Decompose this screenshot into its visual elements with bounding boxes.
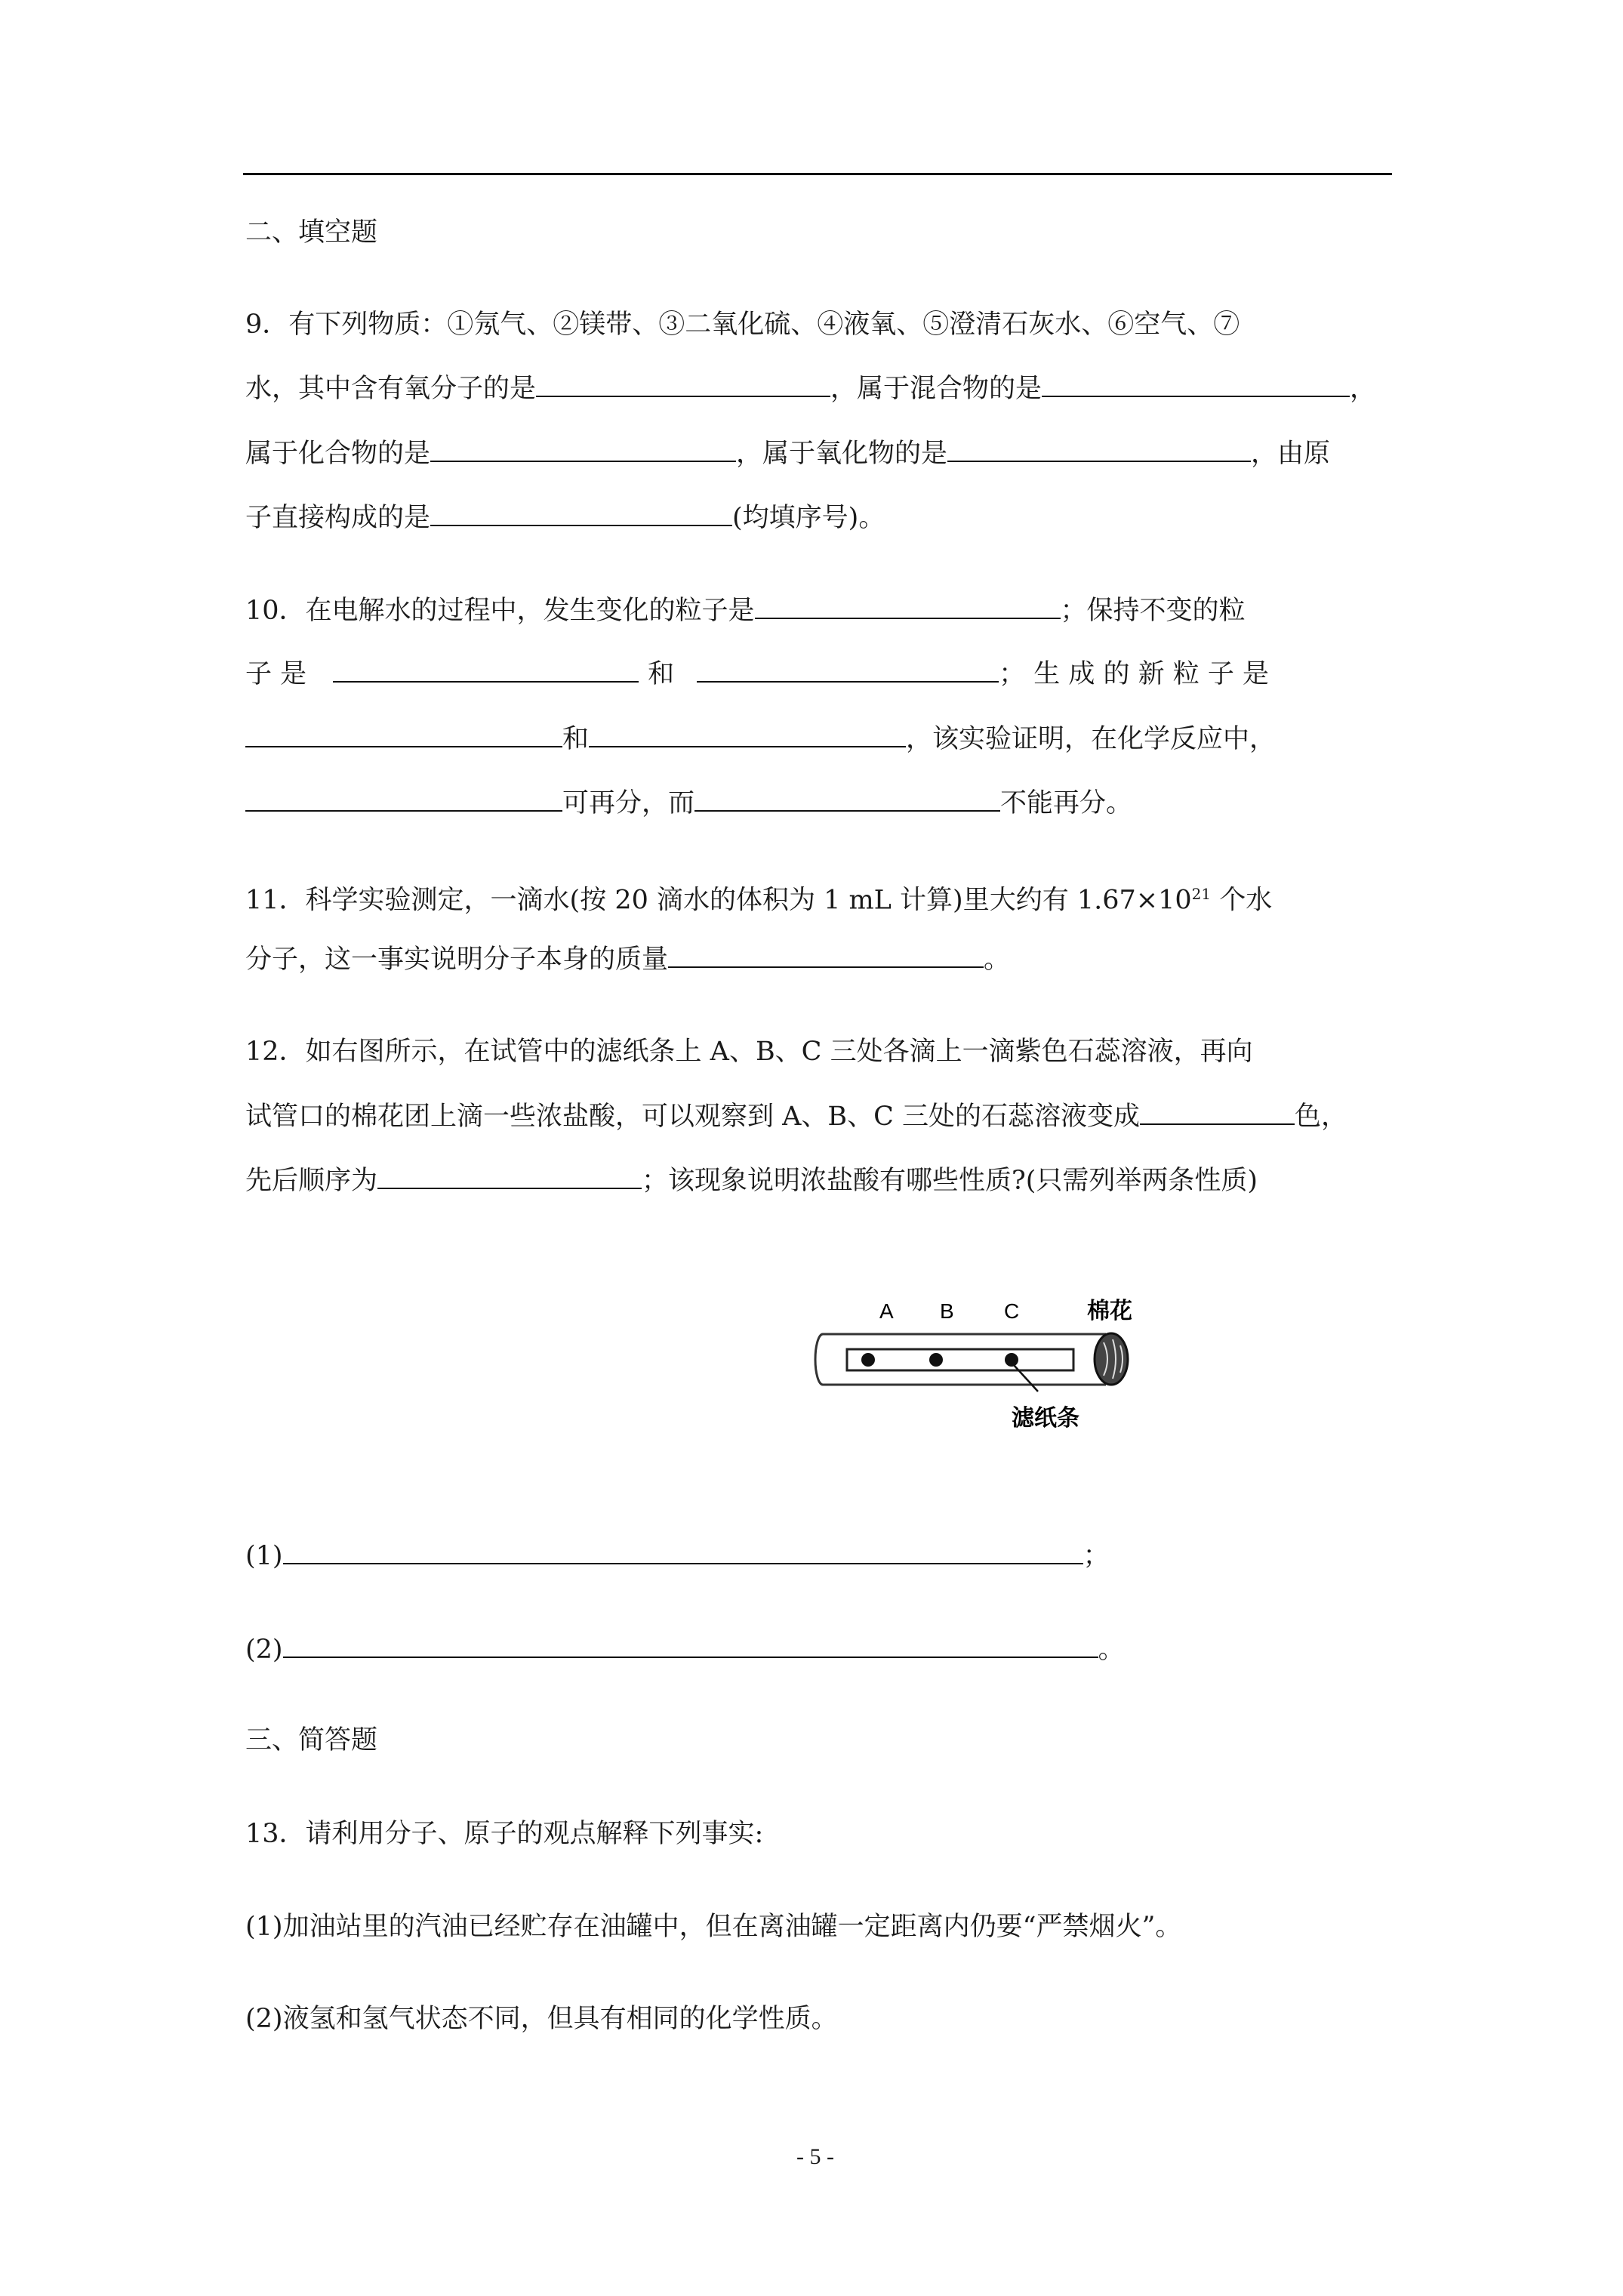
- q11-blank-mass[interactable]: [668, 944, 984, 968]
- q12-answer1-blank[interactable]: [283, 1540, 1083, 1564]
- q10-line2: [245, 658, 1269, 689]
- q10-text: 10．在电解水的过程中，发生变化的粒子是: [245, 596, 755, 626]
- figure-label-a: A: [879, 1299, 894, 1323]
- q11-text: 11．科学实验测定，一滴水(按 20 滴水的体积为 1 mL 计算)里大约有 1.67×10: [245, 885, 1192, 916]
- section2-title: 二、填空题: [245, 217, 378, 248]
- answer-number: (1): [245, 1541, 283, 1571]
- q9-text: ，由原: [1251, 439, 1331, 469]
- header-rule: [243, 173, 1392, 175]
- q13-line1: 13．请利用分子、原子的观点解释下列事实:: [245, 1819, 764, 1849]
- q9-blank-oxides[interactable]: [947, 438, 1251, 462]
- q9-blank-mixtures[interactable]: [1042, 373, 1350, 397]
- drop-b-icon: [929, 1353, 943, 1367]
- q9-line4: [245, 502, 885, 533]
- q10-text: 子 是: [245, 659, 307, 689]
- q9-line2: [245, 373, 1376, 404]
- q10-text: 可再分，而: [562, 788, 695, 818]
- q9-line1: 9．有下列物质：①氖气、②镁带、③二氧化硫、④液氧、⑤澄清石灰水、⑥空气、⑦: [245, 310, 1240, 340]
- page-number: - 5 -: [796, 2144, 834, 2169]
- q12-line3: [245, 1165, 1258, 1196]
- test-tube-icon: [815, 1334, 1106, 1385]
- q10-line3: [245, 723, 1276, 754]
- q9-blank-oxygen-molecules[interactable]: [536, 373, 830, 397]
- answer-punct: ；: [1083, 1541, 1110, 1571]
- q10-text: ； 生 成 的 新 粒 子 是: [999, 659, 1270, 689]
- q10-line1: [245, 595, 1246, 626]
- q12-text: 色，: [1295, 1102, 1348, 1132]
- q9-text: ，: [1350, 374, 1377, 404]
- answer-number: (2): [245, 1635, 283, 1665]
- test-tube-figure: [808, 1291, 1147, 1457]
- q9-text: 属于化合物的是: [245, 439, 431, 469]
- drop-a-icon: [861, 1353, 875, 1367]
- q9-text: ，属于氧化物的是: [736, 439, 948, 469]
- q11-text: 。: [984, 945, 1011, 975]
- q12-answer2-blank[interactable]: [283, 1634, 1098, 1658]
- figure-label-b: B: [940, 1299, 954, 1323]
- q12-text: 先后顺序为: [245, 1166, 378, 1196]
- drop-c-icon: [1005, 1353, 1018, 1367]
- q10-blank-new-2[interactable]: [589, 723, 906, 747]
- q12-blank-order[interactable]: [377, 1165, 642, 1189]
- figure-label-cotton: 棉花: [1087, 1299, 1132, 1324]
- q10-blank-changed-particles[interactable]: [755, 595, 1061, 619]
- cotton-ball-icon: [1095, 1333, 1128, 1385]
- pointer-line: [1014, 1365, 1038, 1391]
- q11-exponent: 21: [1191, 885, 1212, 903]
- q9-text: (均填序号)。: [732, 503, 885, 533]
- q9-text: 水，其中含有氧分子的是: [245, 374, 537, 404]
- filter-paper-strip: [847, 1349, 1073, 1370]
- figure-label-filter: 滤纸条: [1012, 1406, 1079, 1431]
- figure-label-c: C: [1004, 1299, 1020, 1323]
- q13-line2: (1)加油站里的汽油已经贮存在油罐中，但在离油罐一定距离内仍要“严禁烟火”。: [245, 1912, 1182, 1942]
- q12-blank-color[interactable]: [1140, 1101, 1295, 1125]
- q12-line1: 12．如右图所示，在试管中的滤纸条上 A、B、C 三处各滴上一滴紫色石蕊溶液，再向: [245, 1037, 1253, 1067]
- q11-line2: [245, 944, 1010, 975]
- q12-answer2: [245, 1634, 1125, 1665]
- q12-text: 试管口的棉花团上滴一些浓盐酸，可以观察到 A、B、C 三处的石蕊溶液变成: [245, 1102, 1141, 1132]
- q10-blank-indivisible[interactable]: [694, 787, 1000, 812]
- q11-text: 分子，这一事实说明分子本身的质量: [245, 945, 669, 975]
- q10-line4: [245, 787, 1132, 818]
- q11-line1: [245, 879, 1272, 916]
- q10-text: 和: [562, 724, 590, 754]
- q13-line3: (2)液氢和氢气状态不同，但具有相同的化学性质。: [245, 2004, 838, 2034]
- q9-text: ，属于混合物的是: [830, 374, 1042, 404]
- q10-blank-new-1[interactable]: [245, 723, 562, 747]
- q10-text: 和: [648, 659, 675, 689]
- q10-text: 不能再分。: [1000, 788, 1133, 818]
- q12-text: ；该现象说明浓盐酸有哪些性质?(只需列举两条性质): [642, 1166, 1258, 1196]
- q9-blank-compounds[interactable]: [430, 438, 736, 462]
- section3-title: 三、简答题: [245, 1725, 378, 1755]
- q10-blank-unchanged-2[interactable]: [697, 658, 999, 683]
- q9-line3: [245, 438, 1330, 469]
- q10-text: ；保持不变的粒: [1060, 596, 1246, 626]
- q9-blank-atoms[interactable]: [430, 502, 732, 526]
- answer-punct: 。: [1098, 1635, 1125, 1665]
- q11-text: 个水: [1211, 885, 1273, 916]
- q12-line2: [245, 1101, 1347, 1132]
- q12-answer1: [245, 1540, 1110, 1571]
- q10-blank-divisible[interactable]: [245, 787, 562, 812]
- q10-text: ，该实验证明，在化学反应中，: [906, 724, 1277, 754]
- q10-blank-unchanged-1[interactable]: [333, 658, 639, 683]
- q9-text: 子直接构成的是: [245, 503, 431, 533]
